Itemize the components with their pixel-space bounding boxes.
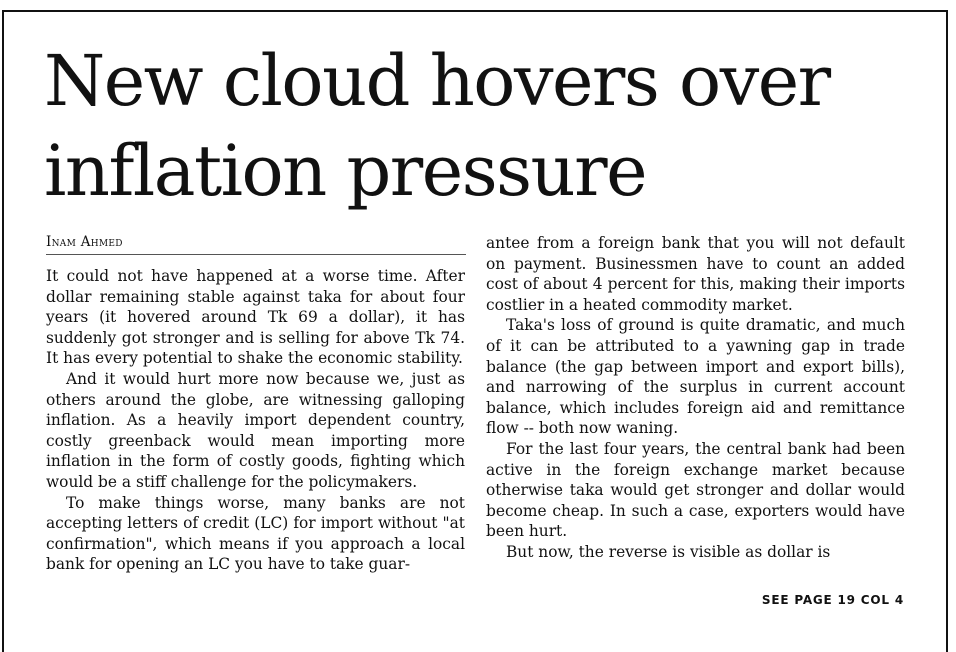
headline: New cloud hovers over inflation pressure [44, 40, 830, 212]
paragraph: For the last four years, the central bank had been active in the foreign exchange market because otherwise taka would get stronger and dollar would become cheap. In such a case, exporters would have been hurt. [486, 439, 905, 541]
paragraph: antee from a foreign bank that you will not default on payment. Businessmen have to count an added cost of about 4 percent for this, making their imports costlier in a heated commodity market. [486, 234, 905, 314]
paragraph: It could not have happened at a worse time. After dollar remaining stable against taka for about four years (it hovered around Tk 69 a dollar), it has suddenly got stronger and is selling for above Tk 74. It has every potential to shake the economic stability. [46, 267, 465, 368]
byline: Inam Ahmed [46, 234, 466, 255]
paragraph: To make things worse, many banks are not accepting letters of credit (LC) for import without "at confirmation", which means if you approach a local bank for opening an LC you have to take guar- [46, 493, 465, 574]
paragraph: And it would hurt more now because we, just as others around the globe, are witnessing galloping inflation. As a heavily import dependent country, costly greenback would mean importing more inflation in the form of costly goods, fighting which would be a stiff challenge for the policymakers. [46, 369, 465, 491]
left-column [46, 266, 465, 575]
paragraph: Taka's loss of ground is quite dramatic, and much of it can be attributed to a yawning gap in trade balance (the gap between import and export bills), and narrowing of the surplus in current account balance, which includes foreign aid and remittance flow -- both now waning. [486, 316, 905, 438]
continuation-note: SEE PAGE 19 COL 4 [761, 593, 904, 607]
paragraph: But now, the reverse is visible as dollar is [506, 542, 831, 561]
right-column [486, 233, 905, 563]
